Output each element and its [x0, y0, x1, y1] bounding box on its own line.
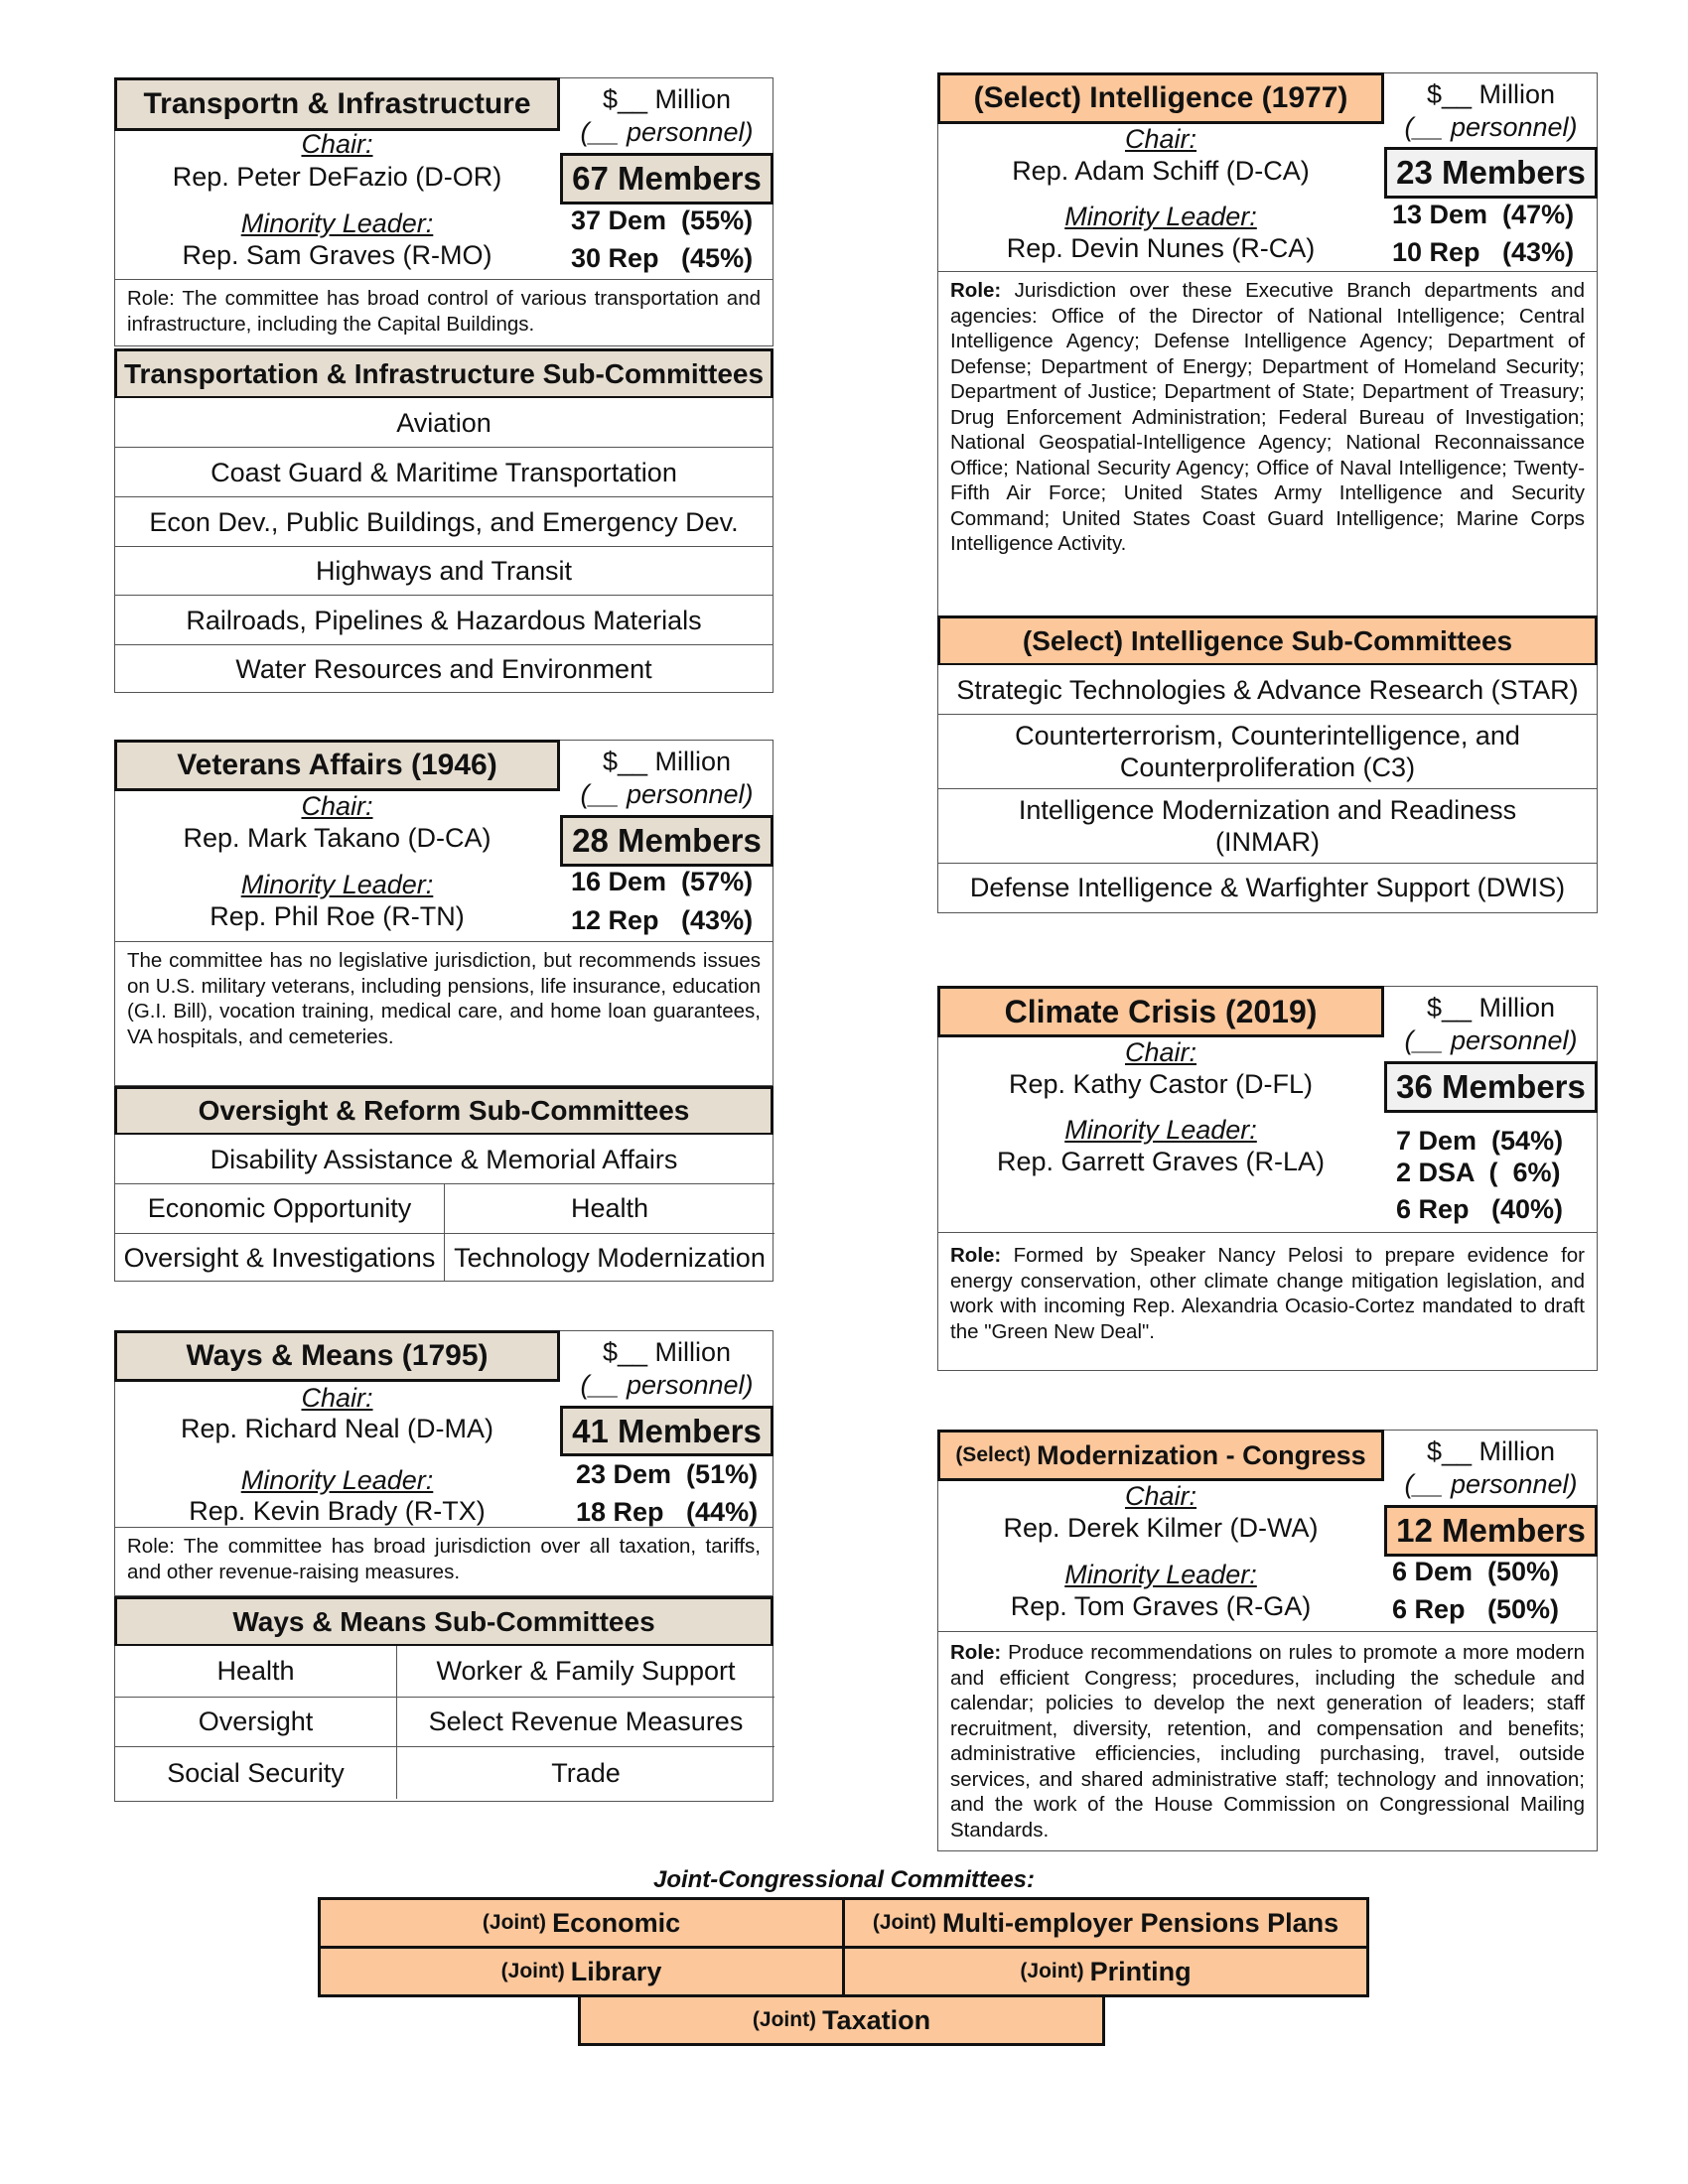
joint-name: Multi-employer Pensions Plans [942, 1907, 1339, 1938]
rep-count: 6 Rep (40%) [1396, 1194, 1564, 1224]
subcommittee-list [937, 665, 1598, 913]
joint-prefix: (Joint) [1020, 1960, 1084, 1982]
budget-info [1384, 986, 1598, 1057]
budget-info [1384, 72, 1598, 144]
chair-name: Rep. Derek Kilmer (D-WA) [1003, 1513, 1319, 1543]
budget-amount: $__ Million [602, 84, 732, 114]
subcommittee-item: Health [115, 1646, 397, 1697]
committee-title: (Select) Intelligence (1977) [937, 72, 1384, 124]
subcommittee-item: Economic Opportunity [115, 1183, 445, 1233]
joint-heading: Joint-Congressional Committees: [652, 1866, 1036, 1893]
role-text: The committee has no legislative jurisdiction, but recommends issues on U.S. military veterans, including pensions, life insurance, education (G.I. Bill), vocation training, medical care, and home loan guarantees, VA hospitals, and cemeteries. [114, 941, 774, 1086]
rep-count: 18 Rep (44%) [576, 1497, 759, 1527]
chair-label: Chair: [1124, 1037, 1197, 1067]
minority-label: Minority Leader: [240, 208, 434, 238]
subcommittee-grid [115, 1183, 773, 1282]
role-label: Role: [950, 1641, 1002, 1664]
budget-info [560, 77, 774, 149]
role-text: Role: The committee has broad control of various transportation and infrastructure, including the Capital Buildings. [114, 279, 774, 346]
subcommittee-grid [115, 1646, 773, 1799]
subcommittee-item: Worker & Family Support [436, 1656, 736, 1686]
chair-name: Rep. Kathy Castor (D-FL) [1008, 1069, 1314, 1099]
minority-name: Rep. Devin Nunes (R-CA) [1006, 233, 1316, 263]
rep-count: 30 Rep (45%) [571, 243, 754, 273]
role-label: Role: [950, 279, 1002, 302]
budget-amount: $__ Million [602, 1337, 732, 1367]
joint-printing [842, 1946, 1369, 1997]
joint-prefix: (Joint) [500, 1960, 565, 1982]
role-body: Formed by Speaker Nancy Pelosi to prepare evidence for energy conservation, other climate change mitigation legislation, and work with incoming Rep. Alexandria Ocasio-Cortez mandated to draft the "Green New Deal". [950, 1244, 1585, 1343]
ways-means-committee [114, 1330, 774, 1802]
committee-title: Veterans Affairs (1946) [114, 740, 560, 791]
members-count: 23 Members [1384, 147, 1598, 199]
subcommittee-item: Counterterrorism, Counterintelligence, and Counterproliferation (C3) [938, 714, 1597, 788]
subcommittee-item: Trade [397, 1746, 774, 1799]
budget-amount: $__ Million [1426, 79, 1556, 109]
role-label: Role: [950, 1244, 1002, 1267]
climate-committee [937, 986, 1598, 1371]
title-prefix: (Select) [955, 1443, 1032, 1466]
subcommittee-title: Oversight & Reform Sub-Committees [114, 1086, 774, 1136]
subcommittee-item: Social Security [115, 1746, 397, 1799]
subcommittee-item: Technology Modernization [445, 1233, 774, 1282]
role-body: Jurisdiction over these Executive Branch departments and agencies: Office of the Director of National Intelligence; Central Intelligence Agency; Defense Intelligence Agency; Department of Defense; Department of Energy; Department of Homeland Security; Department of Justice; Department of State; Department of Treasury; Drug Enforcement Administration; Federal Bureau of Investigation; National Geospatial-Intelligence Agency; National Reconnaissance Office; National Security Agency; Office of Naval Intelligence; Twenty-Fifth Air Force; United States Army Intelligence and Security Command; United States Coast Guard Intelligence; Marine Corps Intelligence Activity. [950, 279, 1585, 555]
subcommittee-title: Ways & Means Sub-Committees [114, 1596, 774, 1647]
minority-label: Minority Leader: [1064, 1115, 1257, 1145]
chair-label: Chair: [1124, 124, 1197, 154]
subcommittee-item: Econ Dev., Public Buildings, and Emergency Dev. [115, 496, 773, 546]
minority-name: Rep. Phil Roe (R-TN) [210, 901, 465, 931]
members-count: 12 Members [1384, 1505, 1598, 1557]
subcommittee-list [114, 1646, 774, 1802]
dem-count: 7 Dem (54%) [1396, 1126, 1564, 1156]
chair-name: Rep. Mark Takano (D-CA) [183, 823, 492, 853]
committee-title: Transportn & Infrastructure [114, 77, 560, 131]
rep-count: 10 Rep (43%) [1392, 237, 1575, 267]
personnel-count: (__ personnel) [580, 779, 754, 809]
dsa-count: 2 DSA ( 6%) [1396, 1158, 1561, 1187]
committee-title [937, 1430, 1384, 1481]
role-text [937, 1631, 1598, 1851]
joint-name: Taxation [822, 2004, 931, 2035]
dem-count: 13 Dem (47%) [1392, 200, 1575, 229]
transport-committee [114, 77, 774, 693]
personnel-count: (__ personnel) [580, 117, 754, 147]
minority-label: Minority Leader: [240, 1465, 434, 1495]
budget-amount: $__ Million [1426, 993, 1556, 1023]
role-body: Produce recommendations on rules to promote a more modern and efficient Congress; procedures, including the schedule and calendar; policies to develop the next generation of leaders; staff recruitment, diversity, retention, and compensation and benefits; administrative efficiencies, including purchasing, travel, outside services, and shared administrative staff; technology and innovation; and the work of the House Commission on Congressional Mailing Standards. [950, 1641, 1585, 1842]
rep-count: 12 Rep (43%) [571, 905, 754, 935]
joint-name: Economic [552, 1907, 681, 1938]
subcommittee-title: Transportation & Infrastructure Sub-Committees [114, 348, 774, 399]
minority-name: Rep. Tom Graves (R-GA) [1010, 1591, 1312, 1621]
members-count: 36 Members [1384, 1061, 1598, 1113]
dem-count: 6 Dem (50%) [1392, 1557, 1560, 1586]
subcommittee-item: Disability Assistance & Memorial Affairs [210, 1144, 678, 1174]
budget-info [1384, 1430, 1598, 1501]
rep-count: 6 Rep (50%) [1392, 1594, 1560, 1624]
members-count: 67 Members [560, 153, 774, 205]
joint-pensions [842, 1897, 1369, 1949]
joint-taxation [578, 1994, 1105, 2046]
chair-label: Chair: [301, 129, 373, 159]
subcommittee-item: Strategic Technologies & Advance Research (STAR) [956, 674, 1579, 705]
role-text: Role: The committee has broad jurisdiction over all taxation, tariffs, and other revenue-raising measures. [114, 1527, 774, 1596]
minority-name: Rep. Garrett Graves (R-LA) [996, 1147, 1326, 1176]
chair-name: Rep. Adam Schiff (D-CA) [1012, 156, 1310, 186]
minority-label: Minority Leader: [240, 870, 434, 899]
minority-name: Rep. Kevin Brady (R-TX) [189, 1496, 486, 1526]
subcommittee-item: Coast Guard & Maritime Transportation [115, 447, 773, 496]
subcommittee-title: (Select) Intelligence Sub-Committees [937, 615, 1598, 666]
minority-label: Minority Leader: [1064, 1560, 1257, 1589]
chair-label: Chair: [301, 1383, 373, 1413]
personnel-count: (__ personnel) [1404, 1469, 1578, 1499]
dem-count: 37 Dem (55%) [571, 205, 754, 235]
committee-title: Ways & Means (1795) [114, 1330, 560, 1382]
personnel-count: (__ personnel) [1404, 1025, 1578, 1055]
chair-name: Rep. Peter DeFazio (D-OR) [172, 162, 502, 192]
joint-economic [318, 1897, 845, 1949]
role-text [937, 1232, 1598, 1371]
dem-count: 16 Dem (57%) [571, 867, 754, 896]
minority-name: Rep. Sam Graves (R-MO) [182, 240, 492, 270]
chair-label: Chair: [301, 791, 373, 821]
subcommittee-item: Intelligence Modernization and Readiness (INMAR) [938, 788, 1597, 863]
budget-amount: $__ Million [602, 747, 732, 776]
intelligence-committee [937, 72, 1598, 913]
joint-prefix: (Joint) [482, 1911, 547, 1934]
subcommittee-item: Select Revenue Measures [397, 1697, 774, 1746]
joint-prefix: (Joint) [752, 2008, 817, 2031]
subcommittee-item: Water Resources and Environment [115, 644, 773, 692]
title-main: Modernization - Congress [1037, 1439, 1366, 1470]
subcommittee-item: Highways and Transit [115, 546, 773, 595]
members-count: 41 Members [560, 1406, 774, 1456]
members-count: 28 Members [560, 815, 774, 867]
subcommittee-item: Defense Intelligence & Warfighter Support (DWIS) [938, 863, 1597, 911]
veterans-committee [114, 740, 774, 1282]
dem-count: 23 Dem (51%) [576, 1459, 759, 1489]
modernization-committee [937, 1430, 1598, 1851]
subcommittee-list [114, 398, 774, 693]
joint-name: Library [570, 1956, 662, 1986]
personnel-count: (__ personnel) [1404, 112, 1578, 142]
joint-name: Printing [1089, 1956, 1192, 1986]
personnel-count: (__ personnel) [580, 1370, 754, 1400]
joint-library [318, 1946, 845, 1997]
joint-prefix: (Joint) [872, 1911, 937, 1934]
subcommittee-item: Health [445, 1183, 774, 1233]
subcommittee-list [114, 1135, 774, 1282]
committee-title: Climate Crisis (2019) [937, 986, 1384, 1037]
chair-name: Rep. Richard Neal (D-MA) [180, 1414, 494, 1443]
subcommittee-item: Oversight & Investigations [115, 1233, 445, 1282]
chair-label: Chair: [1124, 1481, 1197, 1511]
subcommittee-item: Aviation [396, 407, 492, 438]
budget-amount: $__ Million [1426, 1436, 1556, 1466]
budget-info [560, 1330, 774, 1402]
minority-label: Minority Leader: [1064, 202, 1257, 231]
subcommittee-item: Oversight [115, 1697, 397, 1746]
subcommittee-item: Railroads, Pipelines & Hazardous Materials [115, 595, 773, 644]
budget-info [560, 740, 774, 811]
